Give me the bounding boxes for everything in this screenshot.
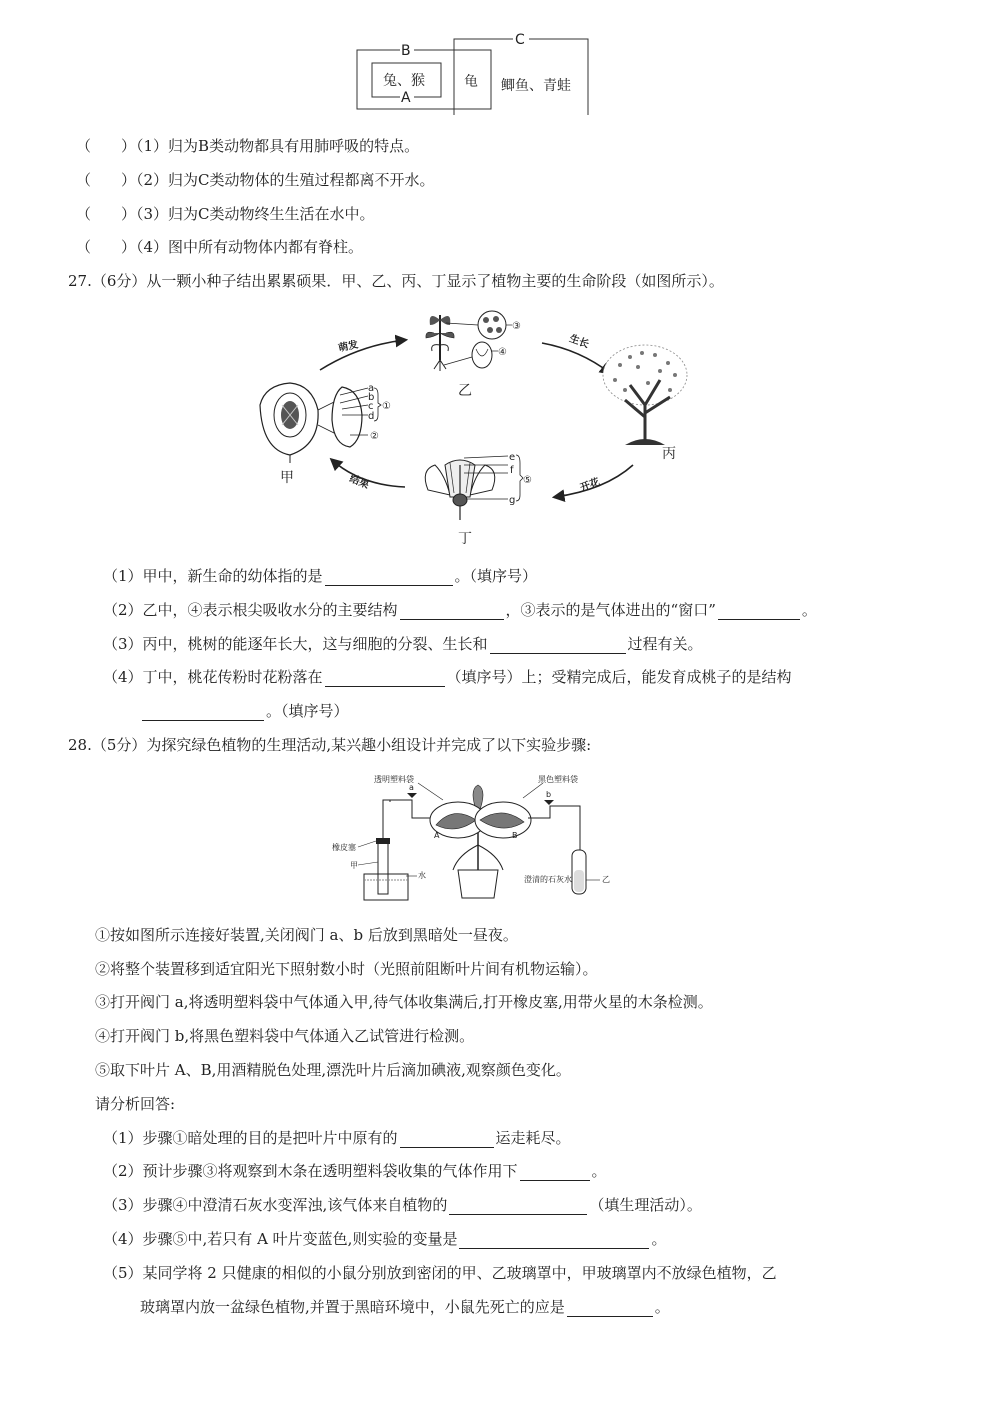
valve-a-label: a bbox=[409, 783, 414, 792]
answer-blank[interactable] bbox=[567, 1300, 653, 1317]
q27-question-1: （1）甲中，新生命的幼体指的是 。（填序号） bbox=[103, 567, 538, 585]
q26-item-4: （ ）（4）图中所有动物体内都有脊柱。 bbox=[76, 238, 364, 256]
q28-question-3: （3）步骤④中澄清石灰水变浑浊,该气体来自植物的 （填生理活动）。 bbox=[103, 1196, 702, 1214]
q28-step-3: ③打开阀门 a,将透明塑料袋中气体通入甲,待气体收集满后,打开橡皮塞,用带火星的木条检测。 bbox=[95, 993, 713, 1011]
flower-part-e: e bbox=[509, 452, 516, 463]
set-a-animals: 兔、猴 bbox=[383, 73, 425, 89]
set-c-animals: 鲫鱼、青蛙 bbox=[501, 78, 571, 94]
set-a-label: A bbox=[401, 90, 411, 106]
q27-question-4: （4）丁中，桃花传粉时花粉落在 （填序号）上；受精完成后，能发育成桃子的是结构 bbox=[103, 668, 792, 686]
grow-arrow bbox=[542, 343, 610, 373]
q28-step-1: ①按如图所示连接好装置,关闭阀门 a、b 后放到黑暗处一昼夜。 bbox=[95, 926, 518, 944]
q27-question-2: （2）乙中，④表示根尖吸收水分的主要结构 ，③表示的是气体进出的“窗口” 。 bbox=[103, 601, 817, 619]
answer-blank[interactable] bbox=[490, 637, 626, 654]
q28-stem: 28.（5分）为探究绿色植物的生理活动,某兴趣小组设计并完成了以下实验步骤: bbox=[68, 736, 592, 754]
stage-label-bing: 丙 bbox=[662, 446, 676, 462]
answer-blank[interactable] bbox=[325, 670, 445, 687]
seed-part-b: b bbox=[368, 392, 375, 403]
black-bag-label: 黑色塑料袋 bbox=[538, 775, 578, 784]
answer-blank[interactable] bbox=[718, 603, 800, 620]
arrow-label-bloom: 开花 bbox=[578, 476, 602, 495]
answer-paren[interactable]: （ ） bbox=[76, 238, 137, 256]
set-b-label: B bbox=[401, 43, 411, 59]
answer-blank[interactable] bbox=[142, 704, 264, 721]
tube-yi-label: 乙 bbox=[602, 875, 610, 884]
q28-step-4: ④打开阀门 b,将黑色塑料袋中气体通入乙试管进行检测。 bbox=[95, 1027, 475, 1045]
seed-part-c: c bbox=[368, 401, 374, 412]
q27-question-3: （3）丙中，桃树的能逐年长大，这与细胞的分裂、生长和 过程有关。 bbox=[103, 635, 703, 653]
arrow-label-fruit: 结果 bbox=[347, 473, 371, 492]
seedling-figure bbox=[426, 311, 521, 399]
leaf-b-label: B bbox=[512, 831, 518, 840]
valve-b-label: b bbox=[546, 790, 552, 799]
clear-bag-label: 透明塑料袋 bbox=[374, 775, 414, 784]
seed-part-a: a bbox=[368, 383, 375, 394]
q28-question-4: （4）步骤⑤中,若只有 A 叶片变蓝色,则实验的变量是 。 bbox=[103, 1230, 667, 1248]
marker-5: ⑤ bbox=[523, 475, 532, 486]
flower-figure bbox=[425, 452, 532, 547]
q26-item-1: （ ）（1）归为B类动物都具有用肺呼吸的特点。 bbox=[76, 137, 420, 155]
q28-step-5: ⑤取下叶片 A、B,用酒精脱色处理,漂洗叶片后滴加碘液,观察颜色变化。 bbox=[95, 1061, 571, 1079]
q28-question-2: （2）预计步骤③将观察到木条在透明塑料袋收集的气体作用下 。 bbox=[103, 1162, 607, 1180]
q26-item-3: （ ）（3）归为C类动物终生生活在水中。 bbox=[76, 205, 375, 223]
flower-part-f: f bbox=[510, 465, 514, 476]
experiment-apparatus-diagram bbox=[328, 770, 628, 910]
answer-paren[interactable]: （ ） bbox=[76, 137, 137, 155]
q26-item-2: （ ）（2）归为C类动物体的生殖过程都离不开水。 bbox=[76, 171, 435, 189]
plant-life-cycle-diagram bbox=[250, 305, 700, 555]
q28-question-5: （5）某同学将 2 只健康的相似的小鼠分别放到密闭的甲、乙玻璃罩中，甲玻璃罩内不放绿色植物，乙 bbox=[103, 1264, 777, 1282]
flower-part-g: g bbox=[509, 495, 516, 506]
turtle-label: 龟 bbox=[464, 74, 478, 90]
answer-blank[interactable] bbox=[459, 1232, 649, 1249]
q27-stem: 27.（6分）从一颗小种子结出累累硕果．甲、乙、丙、丁显示了植物主要的生命阶段（如图所示）。 bbox=[68, 272, 724, 290]
marker-1: ① bbox=[382, 401, 391, 412]
stopper-label: 橡皮塞 bbox=[332, 843, 356, 852]
marker-4: ④ bbox=[498, 347, 507, 358]
q28-question-5-cont: 玻璃罩内放一盆绿色植物,并置于黑暗环境中，小鼠先死亡的应是 。 bbox=[140, 1298, 670, 1316]
answer-paren[interactable]: （ ） bbox=[76, 171, 137, 189]
stage-label-ding: 丁 bbox=[458, 531, 472, 547]
stage-label-yi: 乙 bbox=[458, 383, 472, 399]
stage-label-jia: 甲 bbox=[280, 470, 294, 486]
seed-part-d: d bbox=[368, 411, 375, 422]
tube-jia-label: 甲 bbox=[350, 861, 358, 870]
q28-step-2: ②将整个装置移到适宜阳光下照射数小时（光照前阻断叶片间有机物运输）。 bbox=[95, 960, 598, 978]
peach-tree-figure bbox=[603, 345, 687, 462]
marker-3: ③ bbox=[512, 321, 521, 332]
marker-2: ② bbox=[370, 431, 379, 442]
arrow-label-germinate: 萌发 bbox=[337, 339, 360, 355]
limewater-label: 澄清的石灰水 bbox=[524, 875, 572, 884]
animal-classification-diagram bbox=[350, 30, 595, 115]
answer-blank[interactable] bbox=[520, 1164, 590, 1181]
arrow-label-grow: 生长 bbox=[567, 333, 591, 351]
answer-blank[interactable] bbox=[449, 1198, 587, 1215]
q28-analyze: 请分析回答: bbox=[95, 1095, 176, 1113]
set-c-label: C bbox=[515, 32, 525, 48]
water-label: 水 bbox=[418, 871, 426, 880]
q27-question-4-cont: 。（填序号） bbox=[140, 701, 349, 721]
answer-blank[interactable] bbox=[400, 1131, 494, 1148]
leaf-a-label: A bbox=[434, 831, 440, 840]
germinate-arrow bbox=[320, 340, 405, 370]
q28-question-1: （1）步骤①暗处理的目的是把叶片中原有的 运走耗尽。 bbox=[103, 1129, 571, 1147]
peach-seed-figure bbox=[260, 383, 391, 486]
answer-paren[interactable]: （ ） bbox=[76, 205, 137, 223]
answer-blank[interactable] bbox=[325, 569, 453, 586]
answer-blank[interactable] bbox=[400, 603, 504, 620]
